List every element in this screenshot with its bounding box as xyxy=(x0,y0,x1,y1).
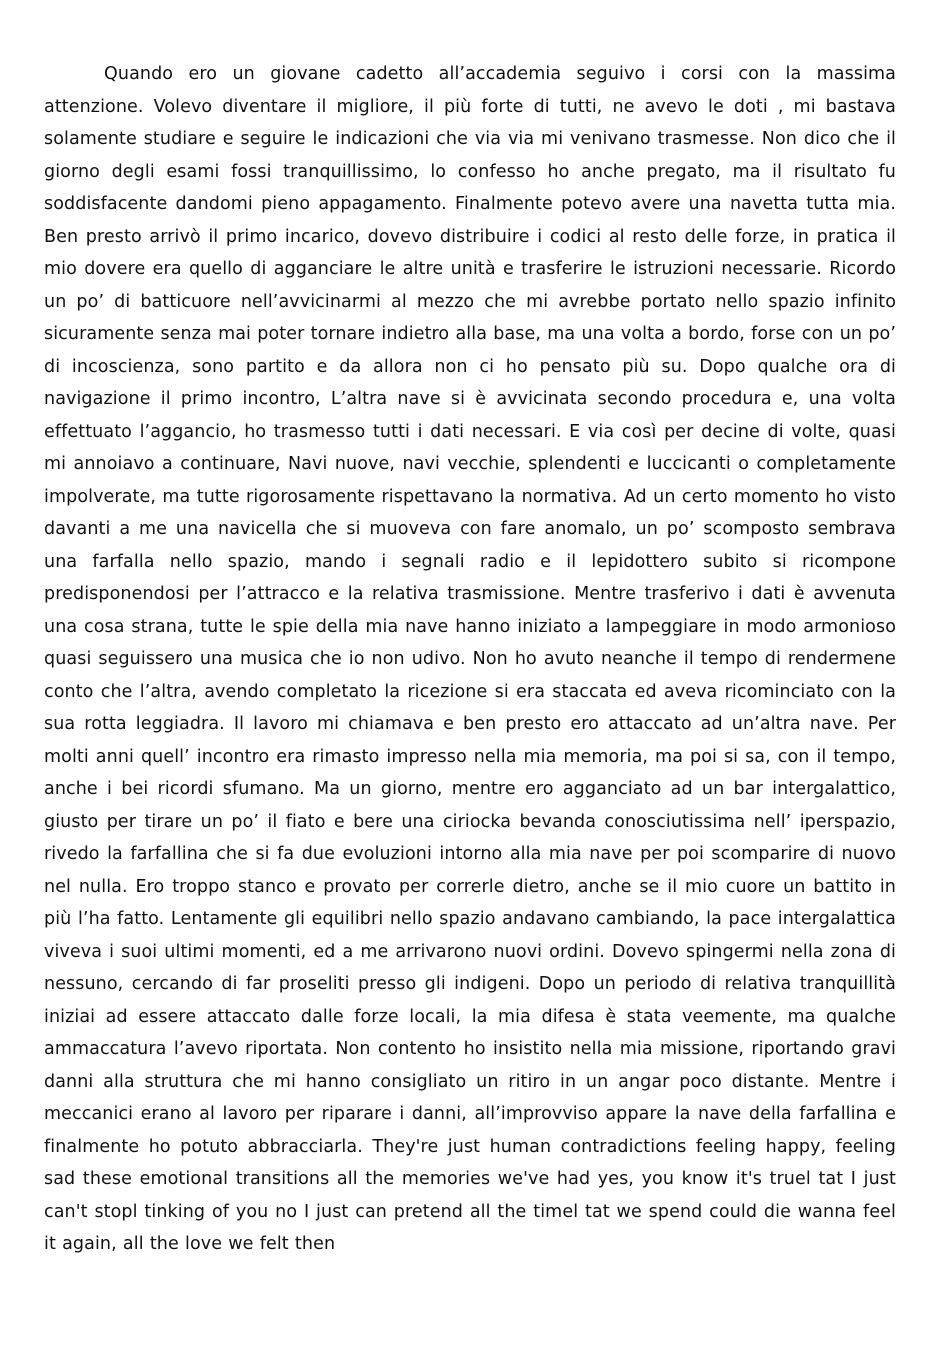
document-page xyxy=(44,58,896,1261)
body-paragraph: Quando ero un giovane cadetto all’accademia seguivo i corsi con la massima attenzione. Volevo diventare il migliore, il più forte di tutti, ne avevo le doti , mi bastava solamente studiare e seguire le indicazioni che via via mi venivano trasmesse. Non dico che il giorno degli esami fossi tranquillissimo, lo confesso ho anche pregato, ma il risultato fu soddisfacente dandomi pieno appagamento. Finalmente potevo avere una navetta tutta mia. Ben presto arrivò il primo incarico, dovevo distribuire i codici al resto delle forze, in pratica il mio dovere era quello di agganciare le altre unità e trasferire le istruzioni necessarie. Ricordo un po’ di batticuore nell’avvicinarmi al mezzo che mi avrebbe portato nello spazio infinito sicuramente senza mai poter tornare indietro alla base, ma una volta a bordo, forse con un po’ di incoscienza, sono partito e da allora non ci ho pensato più su. Dopo qualche ora di navigazione il primo incontro, L’altra nave si è avvicinata secondo procedura e, una volta effettuato l’aggancio, ho trasmesso tutti i dati necessari. E via così per decine di volte, quasi mi annoiavo a continuare, Navi nuove, navi vecchie, splendenti e luccicanti o completamente impolverate, ma tutte rigorosamente rispettavano la normativa. Ad un certo momento ho visto davanti a me una navicella che si muoveva con fare anomalo, un po’ scomposto sembrava una farfalla nello spazio, mando i segnali radio e il lepidottero subito si ricompone predisponendosi per l’attracco e la relativa trasmissione. Mentre trasferivo i dati è avvenuta una cosa strana, tutte le spie della mia nave hanno iniziato a lampeggiare in modo armonioso quasi seguissero una musica che io non udivo. Non ho avuto neanche il tempo di rendermene conto che l’altra, avendo completato la ricezione si era staccata ed aveva ricominciato con la sua rotta leggiadra. Il lavoro mi chiamava e ben presto ero attaccato ad un’altra nave. Per molti anni quell’ incontro era rimasto impresso nella mia memoria, ma poi si sa, con il tempo, anche i bei ricordi sfumano. Ma un giorno, mentre ero agganciato ad un bar intergalattico, giusto per tirare un po’ il fiato e bere una ciriocka bevanda conosciutissima nell’ iperspazio, rivedo la farfallina che si fa due evoluzioni intorno alla mia nave per poi scomparire di nuovo nel nulla. Ero troppo stanco e provato per correrle dietro, anche se il mio cuore un battito in più l’ha fatto. Lentamente gli equilibri nello spazio andavano cambiando, la pace intergalattica viveva i suoi ultimi momenti, ed a me arrivarono nuovi ordini. Dovevo spingermi nella zona di nessuno, cercando di far proseliti presso gli indigeni. Dopo un periodo di relativa tranquillità iniziai ad essere attaccato dalle forze locali, la mia difesa è stata veemente, ma qualche ammaccatura l’avevo riportata. Non contento ho insistito nella mia missione, riportando gravi danni alla struttura che mi hanno consigliato un ritiro in un angar poco distante. Mentre i meccanici erano al lavoro per riparare i danni, all’improvviso appare la nave della farfallina e finalmente ho potuto abbracciarla. They're just human contradictions feeling happy, feeling sad these emotional transitions all the memories we've had yes, you know it's truel tat I just can't stopl tinking of you no I just can pretend all the timel tat we spend could die wanna feel it again, all the love we felt then xyxy=(44,64,896,1254)
